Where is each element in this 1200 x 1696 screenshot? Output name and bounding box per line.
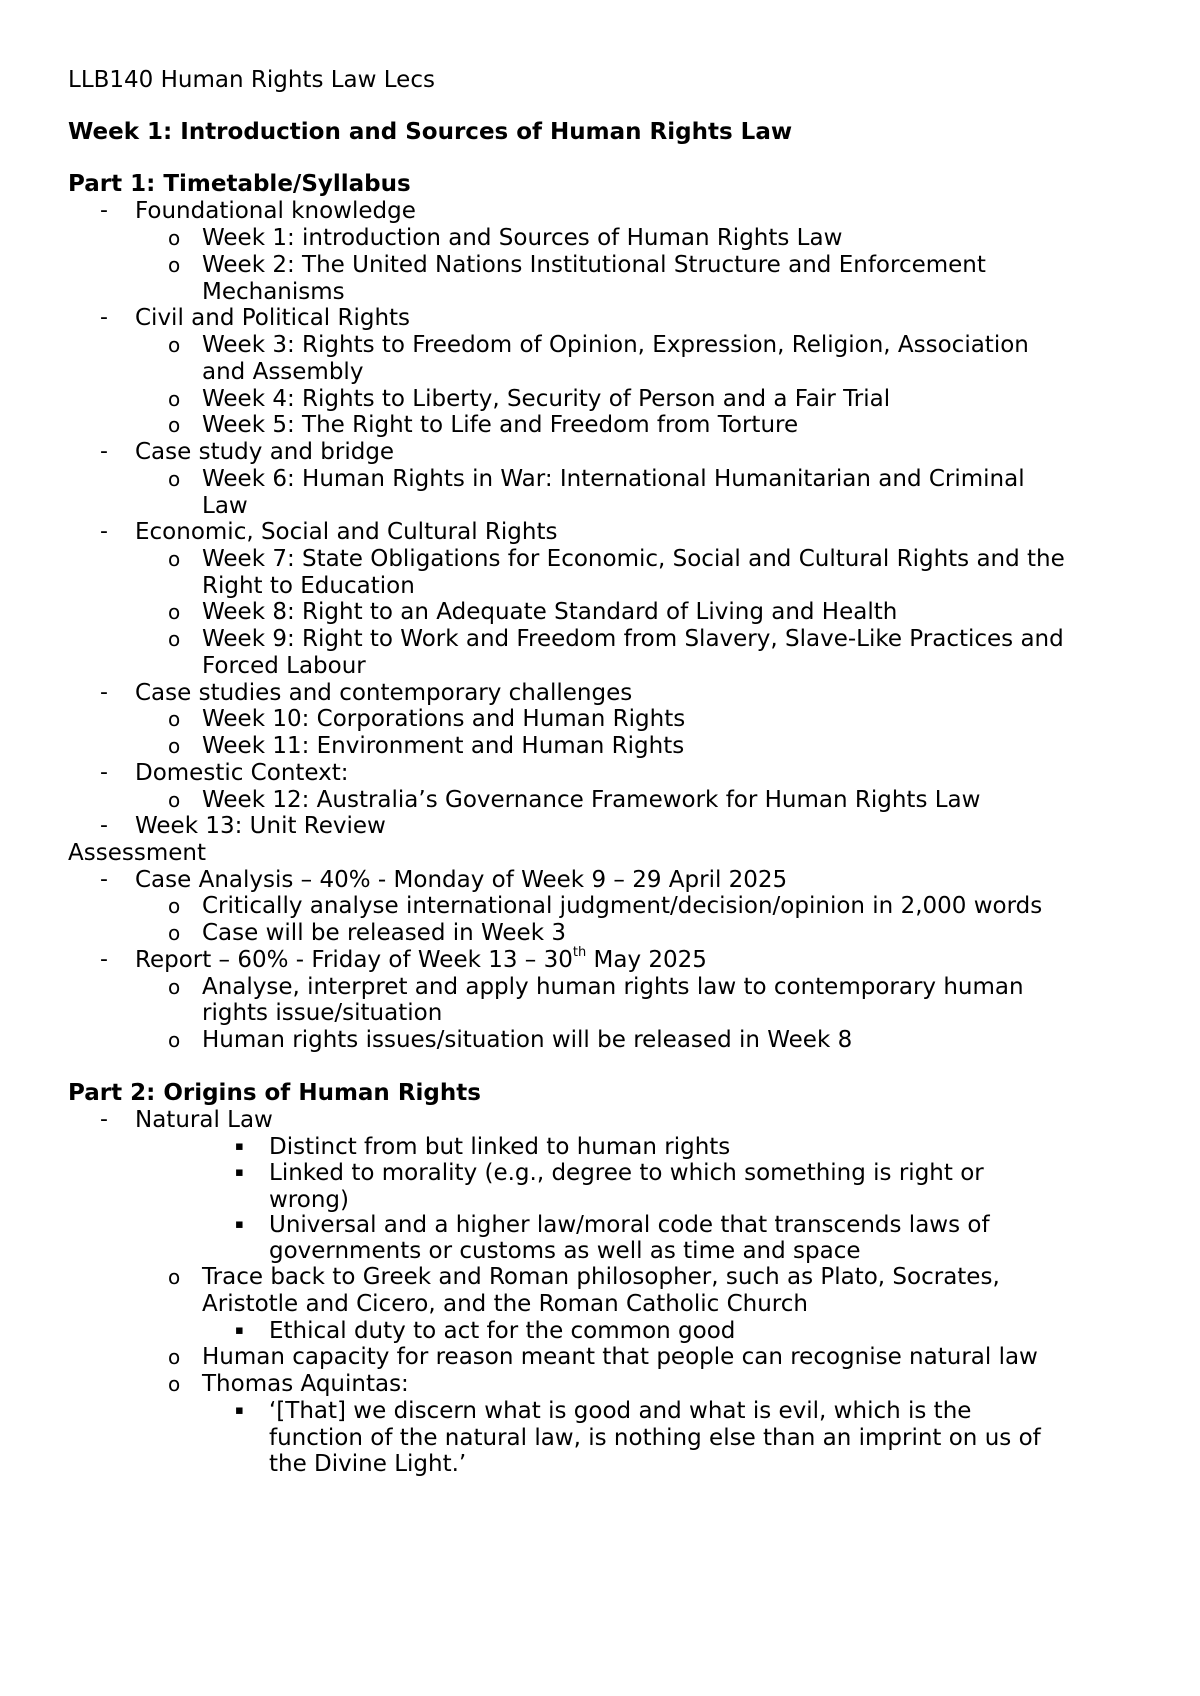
circle-bullet: o bbox=[168, 894, 181, 918]
circle-bullet: o bbox=[168, 707, 181, 731]
list-item-morality: Linked to morality (e.g., degree to which something is right or bbox=[269, 1160, 984, 1186]
circle-bullet: o bbox=[168, 627, 181, 651]
list-item-week10: Week 10: Corporations and Human Rights bbox=[202, 706, 686, 732]
dash-bullet: - bbox=[100, 867, 108, 892]
list-item-week1: Week 1: introduction and Sources of Human Rights Law bbox=[202, 225, 843, 251]
assessment-report-detail-cont: rights issue/situation bbox=[202, 1000, 443, 1026]
assessment-case-release: Case will be released in Week 3 bbox=[202, 920, 566, 946]
list-item-week12: Week 12: Australia’s Governance Framework for Human Rights Law bbox=[202, 787, 981, 813]
list-item-civil-political: Civil and Political Rights bbox=[135, 305, 411, 331]
assessment-report-release: Human rights issues/situation will be released in Week 8 bbox=[202, 1027, 853, 1053]
document-title: LLB140 Human Rights Law Lecs bbox=[68, 67, 435, 93]
list-item-economic-social: Economic, Social and Cultural Rights bbox=[135, 519, 558, 545]
list-item-human-capacity: Human capacity for reason meant that people can recognise natural law bbox=[202, 1344, 1038, 1370]
list-item-distinct: Distinct from but linked to human rights bbox=[269, 1134, 731, 1160]
circle-bullet: o bbox=[168, 975, 181, 999]
circle-bullet: o bbox=[168, 921, 181, 945]
list-item-quote-cont2: the Divine Light.’ bbox=[269, 1451, 467, 1477]
dash-bullet: - bbox=[100, 813, 108, 838]
dash-bullet: - bbox=[100, 947, 108, 972]
week-heading: Week 1: Introduction and Sources of Human Rights Law bbox=[68, 119, 793, 145]
list-item-quote-cont1: function of the natural law, is nothing else than an imprint on us of bbox=[269, 1425, 1041, 1451]
list-item-week8: Week 8: Right to an Adequate Standard of Living and Health bbox=[202, 599, 898, 625]
list-item-domestic-context: Domestic Context: bbox=[135, 760, 349, 786]
dash-bullet: - bbox=[100, 305, 108, 330]
list-item-week4: Week 4: Rights to Liberty, Security of Person and a Fair Trial bbox=[202, 386, 891, 412]
dash-bullet: - bbox=[100, 198, 108, 223]
list-item-week9: Week 9: Right to Work and Freedom from Slavery, Slave-Like Practices and bbox=[202, 626, 1064, 652]
circle-bullet: o bbox=[168, 226, 181, 250]
square-bullet: ▪ bbox=[235, 1165, 244, 1180]
list-item-case-studies: Case studies and contemporary challenges bbox=[135, 680, 633, 706]
circle-bullet: o bbox=[168, 1265, 181, 1289]
list-item-week5: Week 5: The Right to Life and Freedom from Torture bbox=[202, 412, 799, 438]
part2-heading: Part 2: Origins of Human Rights bbox=[68, 1080, 481, 1106]
list-item-week11: Week 11: Environment and Human Rights bbox=[202, 733, 685, 759]
list-item-universal-cont: governments or customs as well as time and space bbox=[269, 1238, 861, 1264]
list-item-aquintas: Thomas Aquintas: bbox=[202, 1371, 409, 1397]
list-item-week3-cont: and Assembly bbox=[202, 359, 364, 385]
square-bullet: ▪ bbox=[235, 1217, 244, 1232]
list-item-case-study-bridge: Case study and bridge bbox=[135, 439, 395, 465]
list-item-week6: Week 6: Human Rights in War: International Humanitarian and Criminal bbox=[202, 466, 1025, 492]
dash-bullet: - bbox=[100, 519, 108, 544]
assessment-report-detail: Analyse, interpret and apply human rights law to contemporary human bbox=[202, 974, 1024, 1000]
list-item-quote: ‘[That] we discern what is good and what is evil, which is the bbox=[269, 1398, 972, 1424]
list-item-week9-cont: Forced Labour bbox=[202, 653, 366, 679]
list-item-trace-back-cont: Aristotle and Cicero, and the Roman Catholic Church bbox=[202, 1291, 808, 1317]
list-item-week3: Week 3: Rights to Freedom of Opinion, Expression, Religion, Association bbox=[202, 332, 1029, 358]
circle-bullet: o bbox=[168, 1028, 181, 1052]
ordinal-suffix: th bbox=[572, 945, 587, 961]
circle-bullet: o bbox=[168, 600, 181, 624]
dash-bullet: - bbox=[100, 439, 108, 464]
list-item-week7: Week 7: State Obligations for Economic, Social and Cultural Rights and the bbox=[202, 546, 1065, 572]
dash-bullet: - bbox=[100, 760, 108, 785]
list-item-morality-cont: wrong) bbox=[269, 1187, 349, 1213]
circle-bullet: o bbox=[168, 547, 181, 571]
assessment-case-analysis: Case Analysis – 40% - Monday of Week 9 – 29 April 2025 bbox=[135, 867, 788, 893]
circle-bullet: o bbox=[168, 734, 181, 758]
list-item-week6-cont: Law bbox=[202, 493, 248, 519]
list-item-natural-law: Natural Law bbox=[135, 1107, 273, 1133]
circle-bullet: o bbox=[168, 467, 181, 491]
assessment-report-text: Report – 60% - Friday of Week 13 – 30 bbox=[135, 947, 573, 973]
list-item-universal: Universal and a higher law/moral code that transcends laws of bbox=[269, 1212, 990, 1238]
circle-bullet: o bbox=[168, 253, 181, 277]
circle-bullet: o bbox=[168, 1372, 181, 1396]
list-item-foundational: Foundational knowledge bbox=[135, 198, 416, 224]
dash-bullet: - bbox=[100, 1107, 108, 1132]
list-item-week2-cont: Mechanisms bbox=[202, 279, 345, 305]
list-item-week2: Week 2: The United Nations Institutional Structure and Enforcement bbox=[202, 252, 986, 278]
list-item-ethical-duty: Ethical duty to act for the common good bbox=[269, 1318, 736, 1344]
square-bullet: ▪ bbox=[235, 1323, 244, 1338]
square-bullet: ▪ bbox=[235, 1139, 244, 1154]
part1-heading: Part 1: Timetable/Syllabus bbox=[68, 171, 411, 197]
square-bullet: ▪ bbox=[235, 1403, 244, 1418]
circle-bullet: o bbox=[168, 333, 181, 357]
dash-bullet: - bbox=[100, 680, 108, 705]
list-item-trace-back: Trace back to Greek and Roman philosopher, such as Plato, Socrates, bbox=[202, 1264, 1000, 1290]
circle-bullet: o bbox=[168, 1345, 181, 1369]
list-item-week7-cont: Right to Education bbox=[202, 573, 415, 599]
circle-bullet: o bbox=[168, 387, 181, 411]
assessment-case-analysis-detail: Critically analyse international judgment/decision/opinion in 2,000 words bbox=[202, 893, 1043, 919]
circle-bullet: o bbox=[168, 413, 181, 437]
assessment-label: Assessment bbox=[68, 840, 206, 866]
list-item-week13: Week 13: Unit Review bbox=[135, 813, 386, 839]
circle-bullet: o bbox=[168, 788, 181, 812]
assessment-report-date: May 2025 bbox=[586, 947, 707, 973]
assessment-report bbox=[135, 946, 707, 974]
